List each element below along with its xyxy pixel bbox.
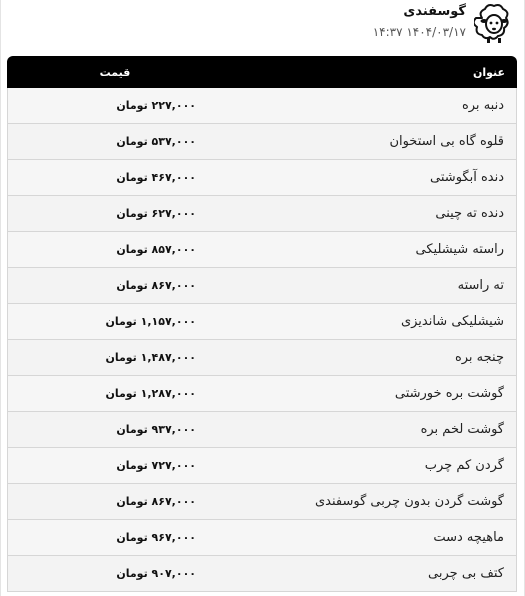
item-name: دنبه بره <box>461 98 504 113</box>
price-cell <box>8 387 234 400</box>
price-cell <box>8 135 234 148</box>
price-cell <box>8 459 234 472</box>
item-price: ۸۵۷,۰۰۰ تومان <box>116 243 196 256</box>
item-price: ۵۳۷,۰۰۰ تومان <box>116 135 196 148</box>
item-price: ۷۲۷,۰۰۰ تومان <box>116 459 196 472</box>
item-name: شیشلیکی شاندیزی <box>400 314 504 329</box>
item-name: گوشت گردن بدون چربی گوسفندی <box>314 494 504 509</box>
item-name: ماهیچه دست <box>433 530 504 545</box>
item-price: ۴۶۷,۰۰۰ تومان <box>116 171 196 184</box>
item-price: ۲۲۷,۰۰۰ تومان <box>116 99 196 112</box>
item-name: قلوه گاه بی استخوان <box>389 134 504 149</box>
price-cell <box>8 531 234 544</box>
item-name: گوشت بره خورشتی <box>394 386 504 401</box>
table-row <box>7 376 517 412</box>
item-name: راسته شیشلیکی <box>415 242 504 257</box>
price-cell <box>8 495 234 508</box>
item-price: ۹۰۷,۰۰۰ تومان <box>116 567 196 580</box>
table-row <box>7 196 517 232</box>
price-cell <box>8 423 234 436</box>
price-cell <box>8 207 234 220</box>
table-row <box>7 484 517 520</box>
table-row <box>7 520 517 556</box>
table-row <box>7 232 517 268</box>
table-row <box>7 88 517 124</box>
table-body <box>7 88 517 592</box>
table-header <box>7 56 517 88</box>
price-table <box>7 56 517 592</box>
item-price: ۹۶۷,۰۰۰ تومان <box>116 531 196 544</box>
price-cell <box>8 99 234 112</box>
table-row <box>7 556 517 592</box>
price-cell <box>8 243 234 256</box>
column-header-price: قیمت <box>99 65 131 79</box>
item-name: دنده آبگوشتی <box>430 170 504 185</box>
table-row <box>7 160 517 196</box>
table-row <box>7 124 517 160</box>
sheep-icon <box>474 2 514 44</box>
price-cell <box>8 279 234 292</box>
item-name: گردن کم چرب <box>424 458 504 473</box>
update-date: ۱۴۰۴/۰۳/۱۷ ۱۴:۳۷ <box>372 25 466 39</box>
item-name: کتف بی چربی <box>428 566 504 581</box>
table-row <box>7 268 517 304</box>
table-row <box>7 448 517 484</box>
item-price: ۱,۲۸۷,۰۰۰ تومان <box>105 387 196 400</box>
item-name: گوشت لخم بره <box>420 422 504 437</box>
table-row <box>7 340 517 376</box>
table-row <box>7 412 517 448</box>
price-cell <box>8 351 234 364</box>
item-price: ۸۶۷,۰۰۰ تومان <box>116 279 196 292</box>
category-header <box>1 0 524 52</box>
price-cell <box>8 171 234 184</box>
item-price: ۱,۴۸۷,۰۰۰ تومان <box>105 351 196 364</box>
price-cell <box>8 315 234 328</box>
item-name: ته راسته <box>457 278 504 293</box>
table-row <box>7 304 517 340</box>
item-price: ۸۶۷,۰۰۰ تومان <box>116 495 196 508</box>
item-price: ۶۲۷,۰۰۰ تومان <box>116 207 196 220</box>
column-header-name: عنوان <box>472 65 505 79</box>
category-title: گوسفندی <box>403 4 466 19</box>
item-price: ۱,۱۵۷,۰۰۰ تومان <box>105 315 196 328</box>
item-name: دنده ته چینی <box>435 206 504 221</box>
item-name: چنجه بره <box>454 350 504 365</box>
price-cell <box>8 567 234 580</box>
item-price: ۹۳۷,۰۰۰ تومان <box>116 423 196 436</box>
